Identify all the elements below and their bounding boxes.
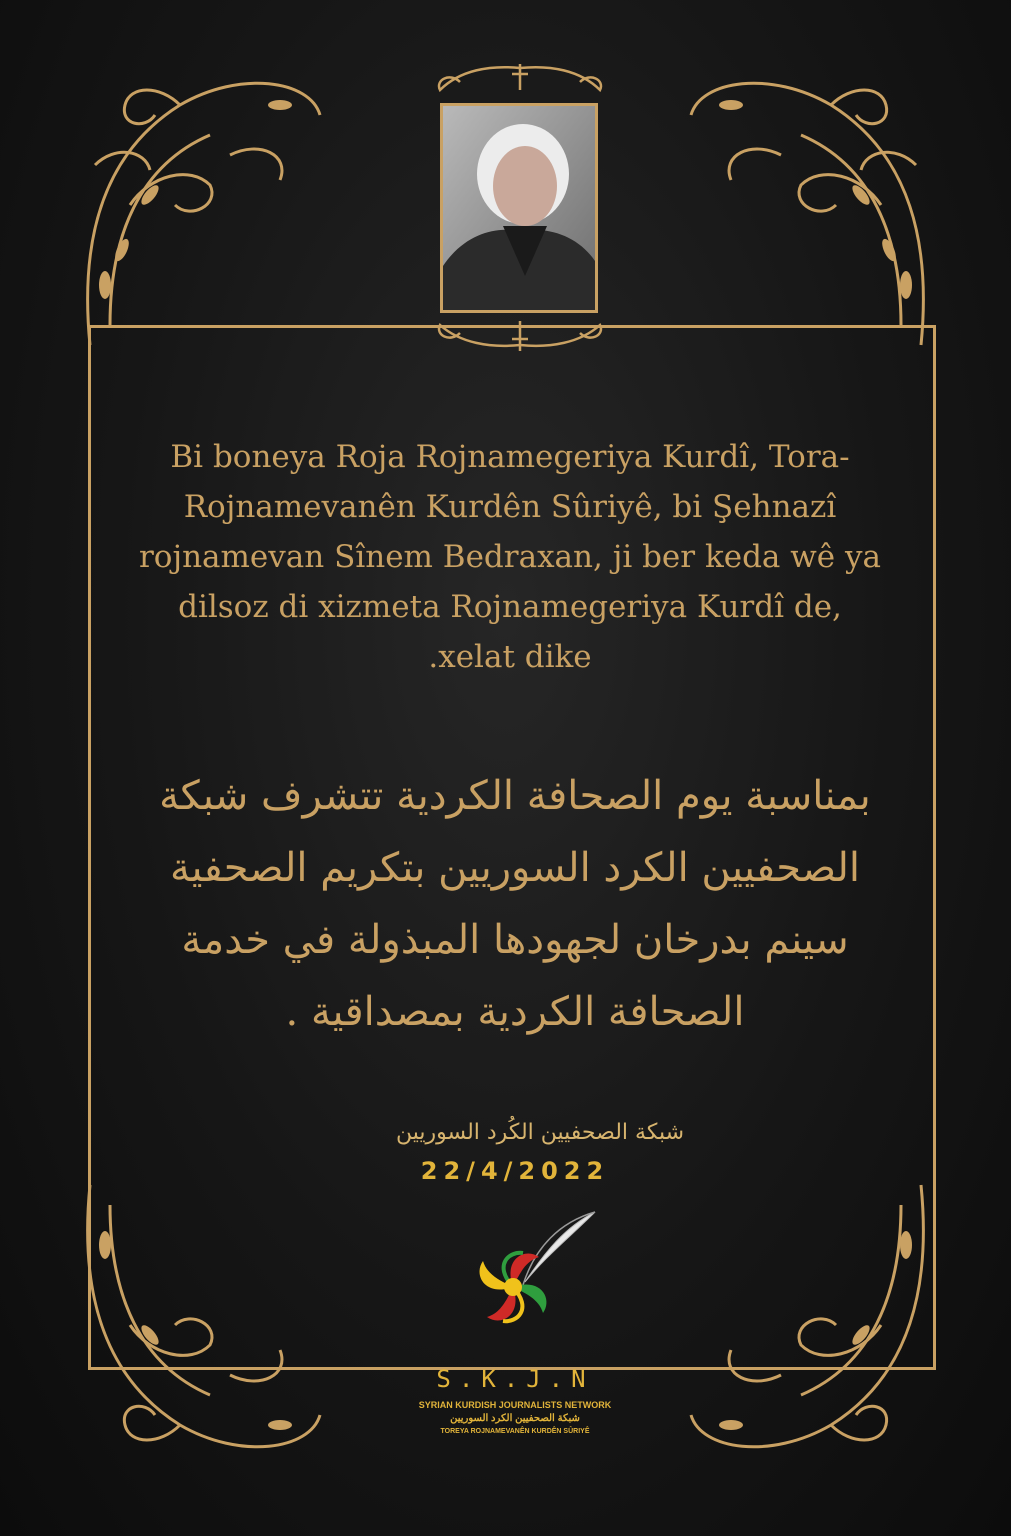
- top-right-ornament-icon: [681, 45, 941, 355]
- kurdish-line: Bi boneya Roja Rojnamegeriya Kurdî, Tora-: [170, 439, 850, 475]
- photo-bottom-ornament-icon: [430, 315, 610, 355]
- logo-english-name: SYRIAN KURDISH JOURNALISTS NETWORK: [418, 1400, 612, 1410]
- kurdish-line: dilsoz di xizmeta Rojnamegeriya Kurdî de,: [178, 589, 842, 625]
- photo-top-ornament-icon: [430, 60, 610, 100]
- date: 22/4/2022: [420, 1157, 610, 1185]
- logo-arabic-name: شبكة الصحفيين الكرد السوريين: [450, 1413, 580, 1424]
- portrait-photo: [440, 103, 598, 313]
- arabic-line: الصحفيين الكرد السوريين بتكريم الصحفية: [169, 845, 861, 891]
- signature: شبكة الصحفيين الكُرد السوريين: [395, 1120, 685, 1145]
- arabic-line: الصحافة الكردية بمصداقية .: [285, 989, 745, 1035]
- portrait-photo-icon: [443, 106, 595, 310]
- kurdish-line: .xelat dike: [428, 639, 592, 675]
- logo-kurdish-name: TOREYA ROJNAMEVANÊN KURDÊN SÛRIYÊ: [440, 1428, 590, 1435]
- arabic-paragraph: [150, 760, 880, 1048]
- kurdish-line: Rojnamevanên Kurdên Sûriyê, bi Şehnazî: [183, 489, 837, 525]
- quill-flower-logo-icon: [455, 1207, 600, 1327]
- top-left-ornament-icon: [70, 45, 330, 355]
- logo-acronym: S.K.J.N: [436, 1365, 594, 1393]
- arabic-line: بمناسبة يوم الصحافة الكردية تتشرف شبكة: [159, 773, 871, 819]
- kurdish-paragraph: [120, 432, 900, 682]
- kurdish-line: rojnamevan Sînem Bedraxan, ji ber keda wê ya: [138, 539, 881, 575]
- arabic-line: سينم بدرخان لجهودها المبذولة في خدمة: [181, 917, 849, 963]
